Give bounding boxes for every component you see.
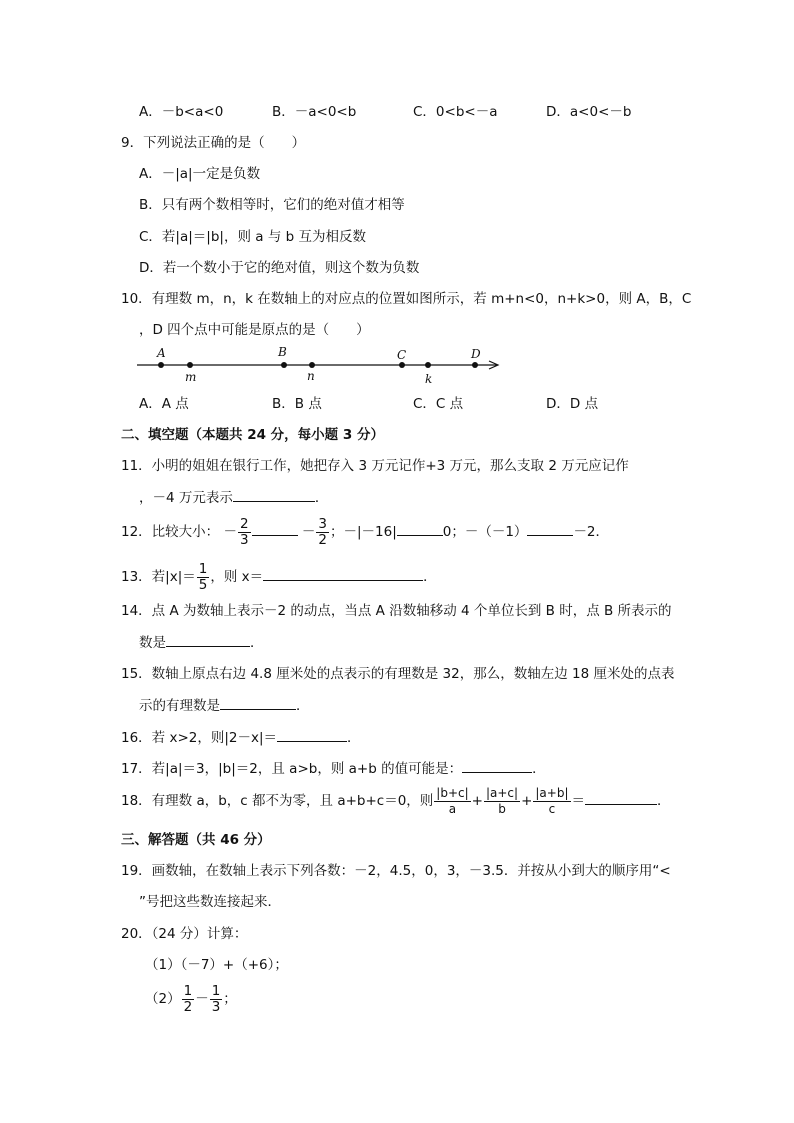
q18-fraction-3: $\frac{|a+b|}{c}$ bbox=[535, 785, 569, 816]
q11-line2: ，－4 万元表示 ． bbox=[139, 487, 328, 508]
q13-answer-blank bbox=[263, 566, 423, 581]
q9-option-d: D．若一个数小于它的绝对值，则这个数为负数 bbox=[139, 260, 420, 276]
q20-part1: （1）（－7）+（+6）； bbox=[145, 957, 288, 973]
q14-line2: 数是 ． bbox=[139, 632, 264, 653]
q12-line: 12．比较大小： － $\frac{2}{3}$ － $\frac{3}{2}$ ；－|－16| 0；－（－1） －2． bbox=[121, 515, 610, 548]
q12-fraction-2: $\frac{3}{2}$ bbox=[318, 515, 327, 548]
q8-option-b: B．－a<0<b bbox=[272, 104, 357, 120]
q10-option-d: D．D 点 bbox=[546, 396, 599, 412]
q10-stem-line1: 10．有理数 m，n，k 在数轴上的对应点的位置如图所示，若 m+n<0，n+k>0，则 A，B，C bbox=[121, 291, 692, 307]
q19-line1: 19．画数轴，在数轴上表示下列各数：－2，4.5，0，3，－3.5．并按从小到大的顺序用“< bbox=[121, 863, 671, 879]
q12-fraction-1: $\frac{2}{3}$ bbox=[239, 515, 249, 548]
q15-answer-blank bbox=[220, 695, 296, 710]
label-B: B bbox=[278, 345, 287, 359]
q16-answer-blank bbox=[277, 727, 347, 742]
q17-line: 17．若|a|＝3，|b|＝2，且 a>b，则 a+b 的值可能是： ． bbox=[121, 758, 546, 779]
q19-line2: ”号把这些数连接起来． bbox=[139, 894, 281, 910]
q18-answer-blank bbox=[585, 790, 657, 805]
label-k: k bbox=[425, 372, 433, 386]
q9-option-c: C．若|a|＝|b|，则 a 与 b 互为相反数 bbox=[139, 229, 366, 245]
q15-line1: 15．数轴上原点右边 4.8 厘米处的点表示的有理数是 32，那么，数轴左边 18 厘米处的点表 bbox=[121, 666, 675, 682]
q9-stem: 9．下列说法正确的是（ ） bbox=[121, 135, 306, 151]
q8-option-d: D．a<0<－b bbox=[546, 104, 632, 120]
point-A-dot bbox=[158, 362, 164, 368]
q20-fraction-2: $\frac{1}{3}$ bbox=[211, 982, 221, 1015]
q8-option-c: C．0<b<－a bbox=[413, 104, 498, 120]
q20-fraction-1: $\frac{1}{2}$ bbox=[183, 982, 193, 1015]
q9-option-b: B．只有两个数相等时，它们的绝对值才相等 bbox=[139, 197, 405, 213]
point-D-dot bbox=[472, 362, 478, 368]
point-m-dot bbox=[187, 362, 193, 368]
label-D: D bbox=[471, 347, 481, 361]
q18-fraction-2: $\frac{|a+c|}{b}$ bbox=[485, 785, 519, 816]
q12-blank-2 bbox=[397, 521, 443, 536]
q11-answer-blank bbox=[233, 487, 315, 502]
q12-blank-3 bbox=[527, 521, 573, 536]
point-n-dot bbox=[309, 362, 315, 368]
q15-line2: 示的有理数是 ． bbox=[139, 695, 310, 716]
q16-line: 16．若 x>2，则|2－x|＝ ． bbox=[121, 727, 361, 748]
label-m: m bbox=[185, 370, 197, 384]
point-k-dot bbox=[425, 362, 431, 368]
q13-fraction: $\frac{1}{5}$ bbox=[198, 560, 208, 593]
q13-line: 13．若|x|＝ $\frac{1}{5}$ ，则 x＝ ． bbox=[121, 560, 437, 593]
q17-answer-blank bbox=[462, 758, 532, 773]
q10-option-a: A．A 点 bbox=[139, 396, 189, 412]
section2-title: 二、填空题（本题共 24 分，每小题 3 分） bbox=[121, 427, 384, 443]
q12-blank-1 bbox=[252, 521, 298, 536]
q10-number-line bbox=[135, 340, 505, 390]
point-B-dot bbox=[281, 362, 287, 368]
q10-option-c: C．C 点 bbox=[413, 396, 464, 412]
q20-stem: 20．（24 分）计算： bbox=[121, 926, 248, 942]
q14-answer-blank bbox=[166, 632, 250, 647]
point-C-dot bbox=[399, 362, 405, 368]
label-C: C bbox=[397, 348, 407, 362]
label-A: A bbox=[157, 346, 166, 360]
q14-line1: 14．点 A 为数轴上表示－2 的动点，当点 A 沿数轴移动 4 个单位长到 B 时，点 B 所表示的 bbox=[121, 603, 672, 619]
q10-stem-line2: ，D 四个点中可能是原点的是（ ） bbox=[139, 322, 370, 338]
q8-option-a: A．－b<a<0 bbox=[139, 104, 224, 120]
q10-option-b: B．B 点 bbox=[272, 396, 322, 412]
q20-part2: （2） $\frac{1}{2}$ － $\frac{1}{3}$ ； bbox=[145, 982, 237, 1015]
q18-line: 18．有理数 a，b，c 都不为零，且 a+b+c＝0，则 $\frac{|b+c|}{a}$ + $\frac{|a+c|}{b}$ + $\frac{|a+b|}{c}$ ＝ ． bbox=[121, 785, 671, 816]
q11-line1: 11．小明的姐姐在银行工作，她把存入 3 万元记作+3 万元，那么支取 2 万元应记作 bbox=[121, 458, 629, 474]
section3-title: 三、解答题（共 46 分） bbox=[121, 832, 271, 848]
q18-fraction-1: $\frac{|b+c|}{a}$ bbox=[436, 785, 469, 816]
label-n: n bbox=[307, 369, 315, 383]
q9-option-a: A．－|a|一定是负数 bbox=[139, 166, 261, 182]
